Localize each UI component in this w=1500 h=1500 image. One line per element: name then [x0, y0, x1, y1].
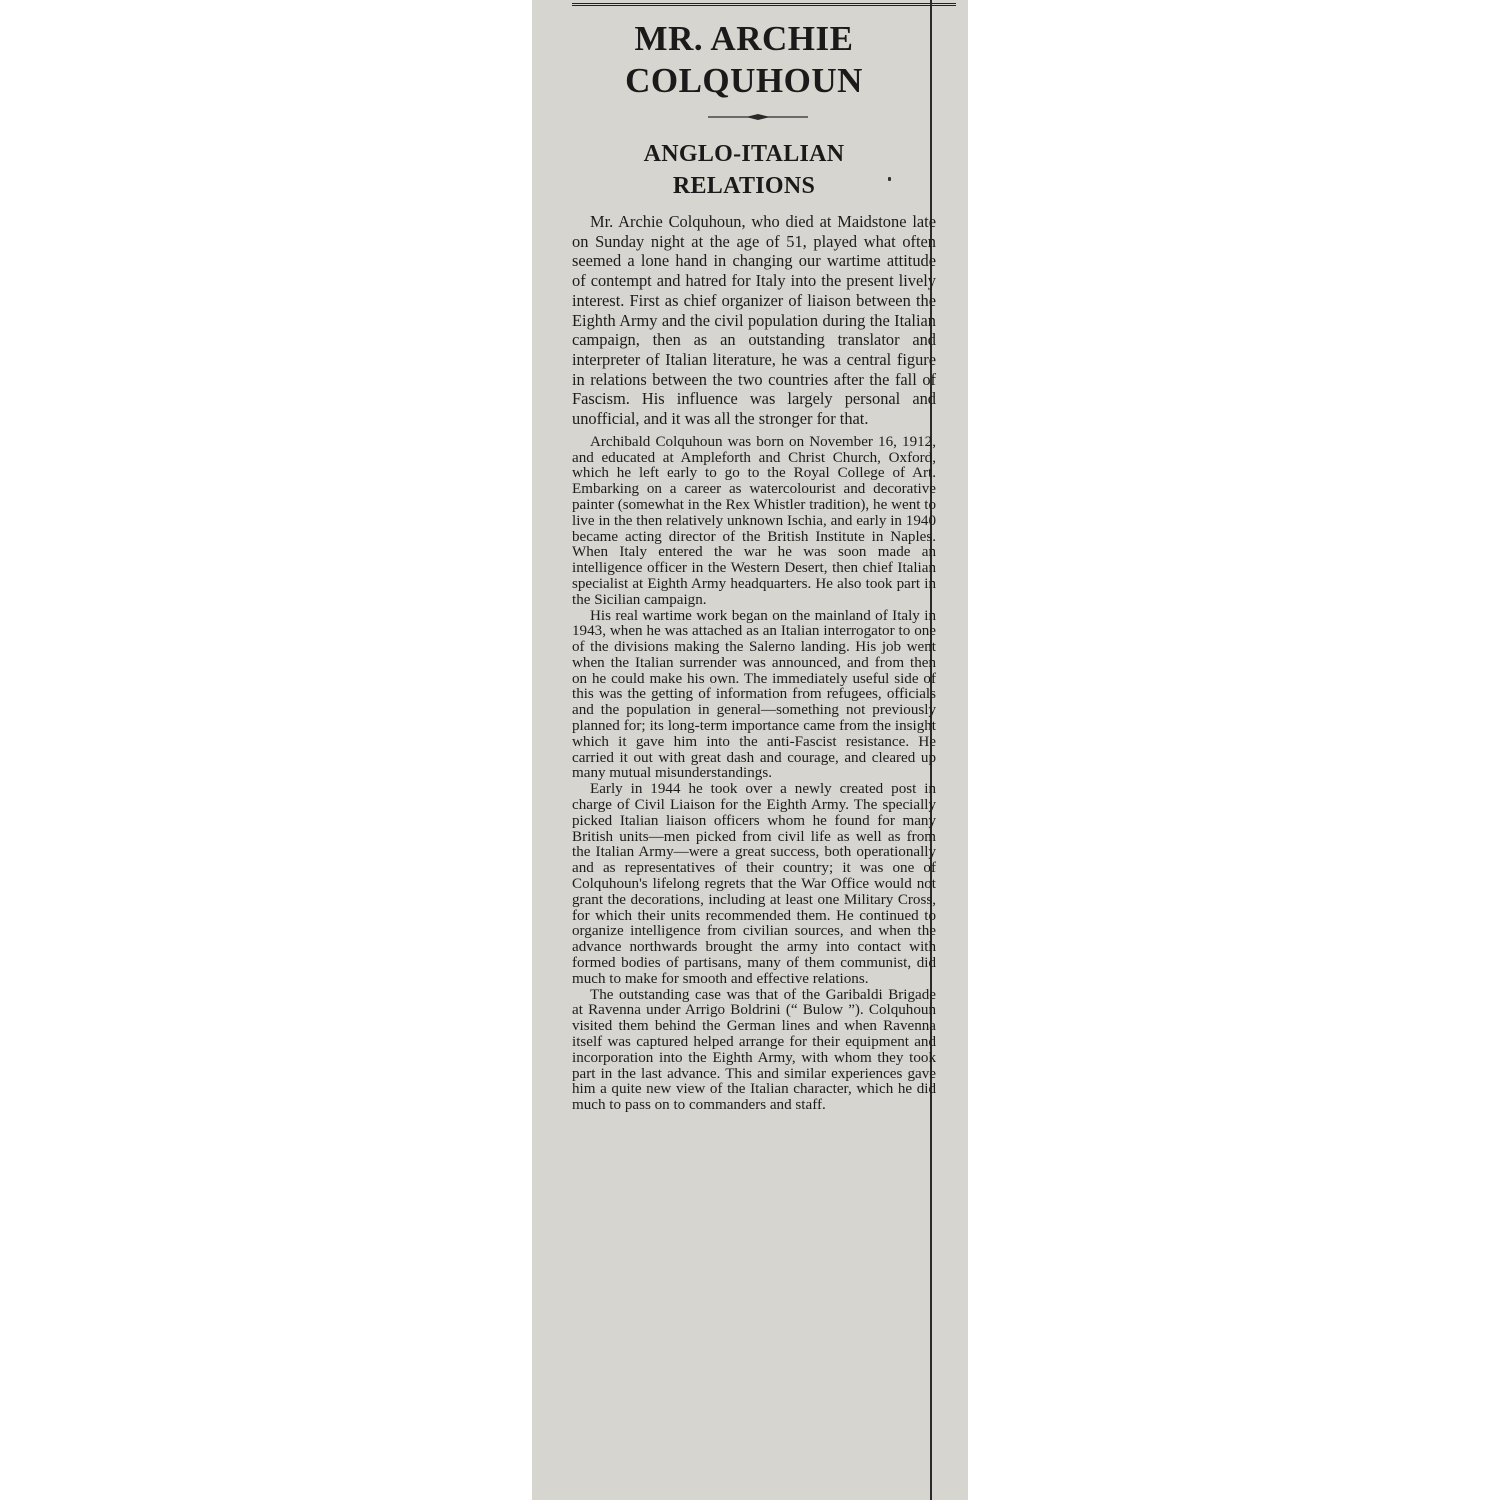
- paragraph: Archibald Colquhoun was born on November 16, 1912, and educated at Ampleforth and Christ Church, Oxford, which he left early to go to the Royal College of Art. Embarking on a career as watercolourist and decorative painter (somewhat in the Rex Whistler tradition), he went to live in the then relatively unknown Ischia, and early in 1940 became acting director of the British Institute in Naples. When Italy entered the war he was soon made an intelligence officer in the Western Desert, then chief Italian specialist at Eighth Army headquarters. He also took part in the Sicilian campaign.: [572, 433, 936, 608]
- article-body: [572, 212, 936, 1114]
- newspaper-clipping: [532, 0, 968, 1500]
- headline: MR. ARCHIE COLQUHOUN: [625, 19, 863, 100]
- paragraph: Mr. Archie Colquhoun, who died at Maidstone late on Sunday night at the age of 51, played what often seemed a lone hand in changing our wartime attitude of contempt and hatred for Italy into the present lively interest. First as chief organizer of liaison between the Eighth Army and the civil population during the Italian campaign, then as an outstanding translator and interpreter of Italian literature, he was a central figure in relations between the two countries after the fall of Fascism. His influence was largely personal and unofficial, and it was all the stronger for that.: [572, 212, 936, 429]
- paragraph: Early in 1944 he took over a newly created post in charge of Civil Liaison for the Eighth Army. The specially picked Italian liaison officers whom he found for many British units—men picked from civil life as well as from the Italian Army—were a great success, both operationally and as representatives of their country; it was one of Colquhoun's lifelong regrets that the War Office would not grant the decorations, including at least one Military Cross, for which their units recommended them. He continued to organize intelligence from civilian sources, and when the advance northwards brought the army into contact with formed bodies of partisans, many of them communist, did much to make for smooth and effective relations.: [572, 781, 936, 987]
- paragraph: His real wartime work began on the mainland of Italy in 1943, when he was attached as an Italian interrogator to one of the divisions making the Salerno landing. His job went when the Italian surrender was announced, and from then on he could make his own. The immediately useful side of this was the getting of information from refugees, officials and the population in general—something not previously planned for; its long-term importance came from the insight which it gave him into the anti-Fascist resistance. He carried it out with great dash and courage, and cleared up many mutual misunderstandings.: [572, 607, 936, 782]
- subheadline: ANGLO-ITALIAN RELATIONS: [643, 141, 845, 199]
- paragraph: The outstanding case was that of the Garibaldi Brigade at Ravenna under Arrigo Boldrini (“ Bulow ”). Colquhoun visited them behind the German lines and when Ravenna itself was captured helped arrange for their equipment and incorporation into the Eighth Army, with whom they took part in the last advance. This and similar experiences gave him a quite new view of the Italian character, which he did much to pass on to commanders and staff.: [572, 986, 936, 1114]
- print-speck: [888, 177, 891, 181]
- ornamental-divider: [708, 113, 808, 121]
- top-rule: [572, 3, 956, 6]
